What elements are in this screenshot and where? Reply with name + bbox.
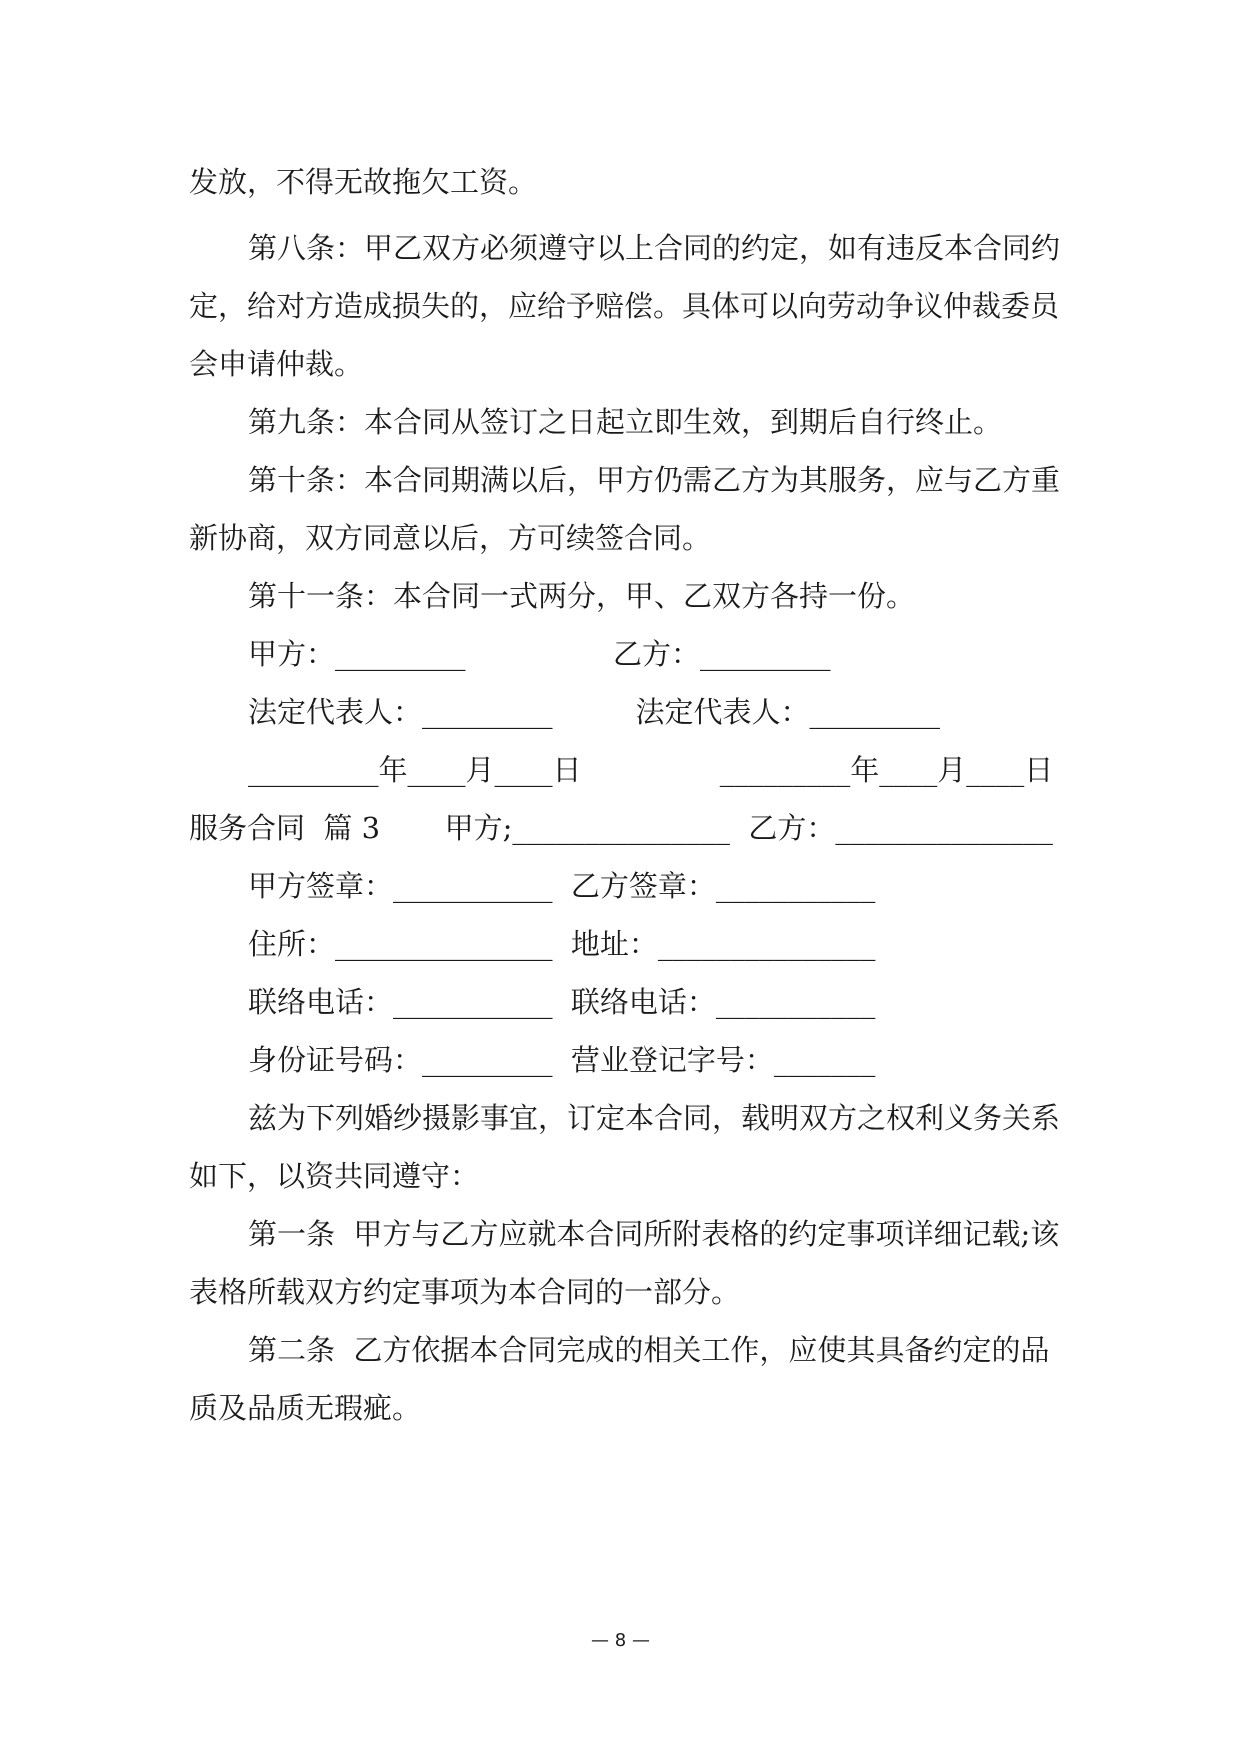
form-line-id: 身份证号码：_________ 营业登记字号：_______ <box>248 1043 876 1077</box>
text-line: 发放，不得无故拖欠工资。 <box>189 165 538 199</box>
signature-line-date: _________年____月____日 _________年____月____日 <box>248 753 1054 787</box>
text-line: 表格所载双方约定事项为本合同的一部分。 <box>189 1275 741 1309</box>
signature-line-party: 甲方：_________ 乙方：_________ <box>248 637 831 671</box>
form-line-phone: 联络电话：___________ 联络电话：___________ <box>248 985 876 1019</box>
text-line: 如下，以资共同遵守： <box>189 1159 480 1193</box>
text-line: 定，给对方造成损失的，应给予赔偿。具体可以向劳动争议仲裁委员 <box>189 289 1060 323</box>
text-line: 第十一条：本合同一式两分，甲、乙双方各持一份。 <box>248 579 916 613</box>
text-line: 第八条：甲乙双方必须遵守以上合同的约定，如有违反本合同约 <box>248 231 1061 265</box>
text-line: 第九条：本合同从签订之日起立即生效，到期后自行终止。 <box>248 405 1003 439</box>
form-line-address: 住所：_______________ 地址：_______________ <box>248 927 876 961</box>
text-line: 会申请仲裁。 <box>189 347 364 381</box>
text-line: 兹为下列婚纱摄影事宜，订定本合同，载明双方之权利义务关系 <box>248 1101 1061 1135</box>
text-line: 新协商，双方同意以后，方可续签合同。 <box>189 521 712 555</box>
form-line-seal: 甲方签章：___________ 乙方签章：___________ <box>248 869 876 903</box>
text-line: 第二条 乙方依据本合同完成的相关工作，应使其具备约定的品 <box>248 1333 1050 1367</box>
page-number: — 8 — <box>591 1630 650 1651</box>
text-line: 第十条：本合同期满以后，甲方仍需乙方为其服务，应与乙方重 <box>248 463 1061 497</box>
section-heading-line: 服务合同 篇 3 甲方;_______________ 乙方：_______________ <box>189 811 1053 845</box>
signature-line-representative: 法定代表人：_________ 法定代表人：_________ <box>248 695 940 729</box>
text-line: 第一条 甲方与乙方应就本合同所附表格的约定事项详细记载;该 <box>248 1217 1060 1251</box>
text-line: 质及品质无瑕疵。 <box>189 1391 422 1425</box>
